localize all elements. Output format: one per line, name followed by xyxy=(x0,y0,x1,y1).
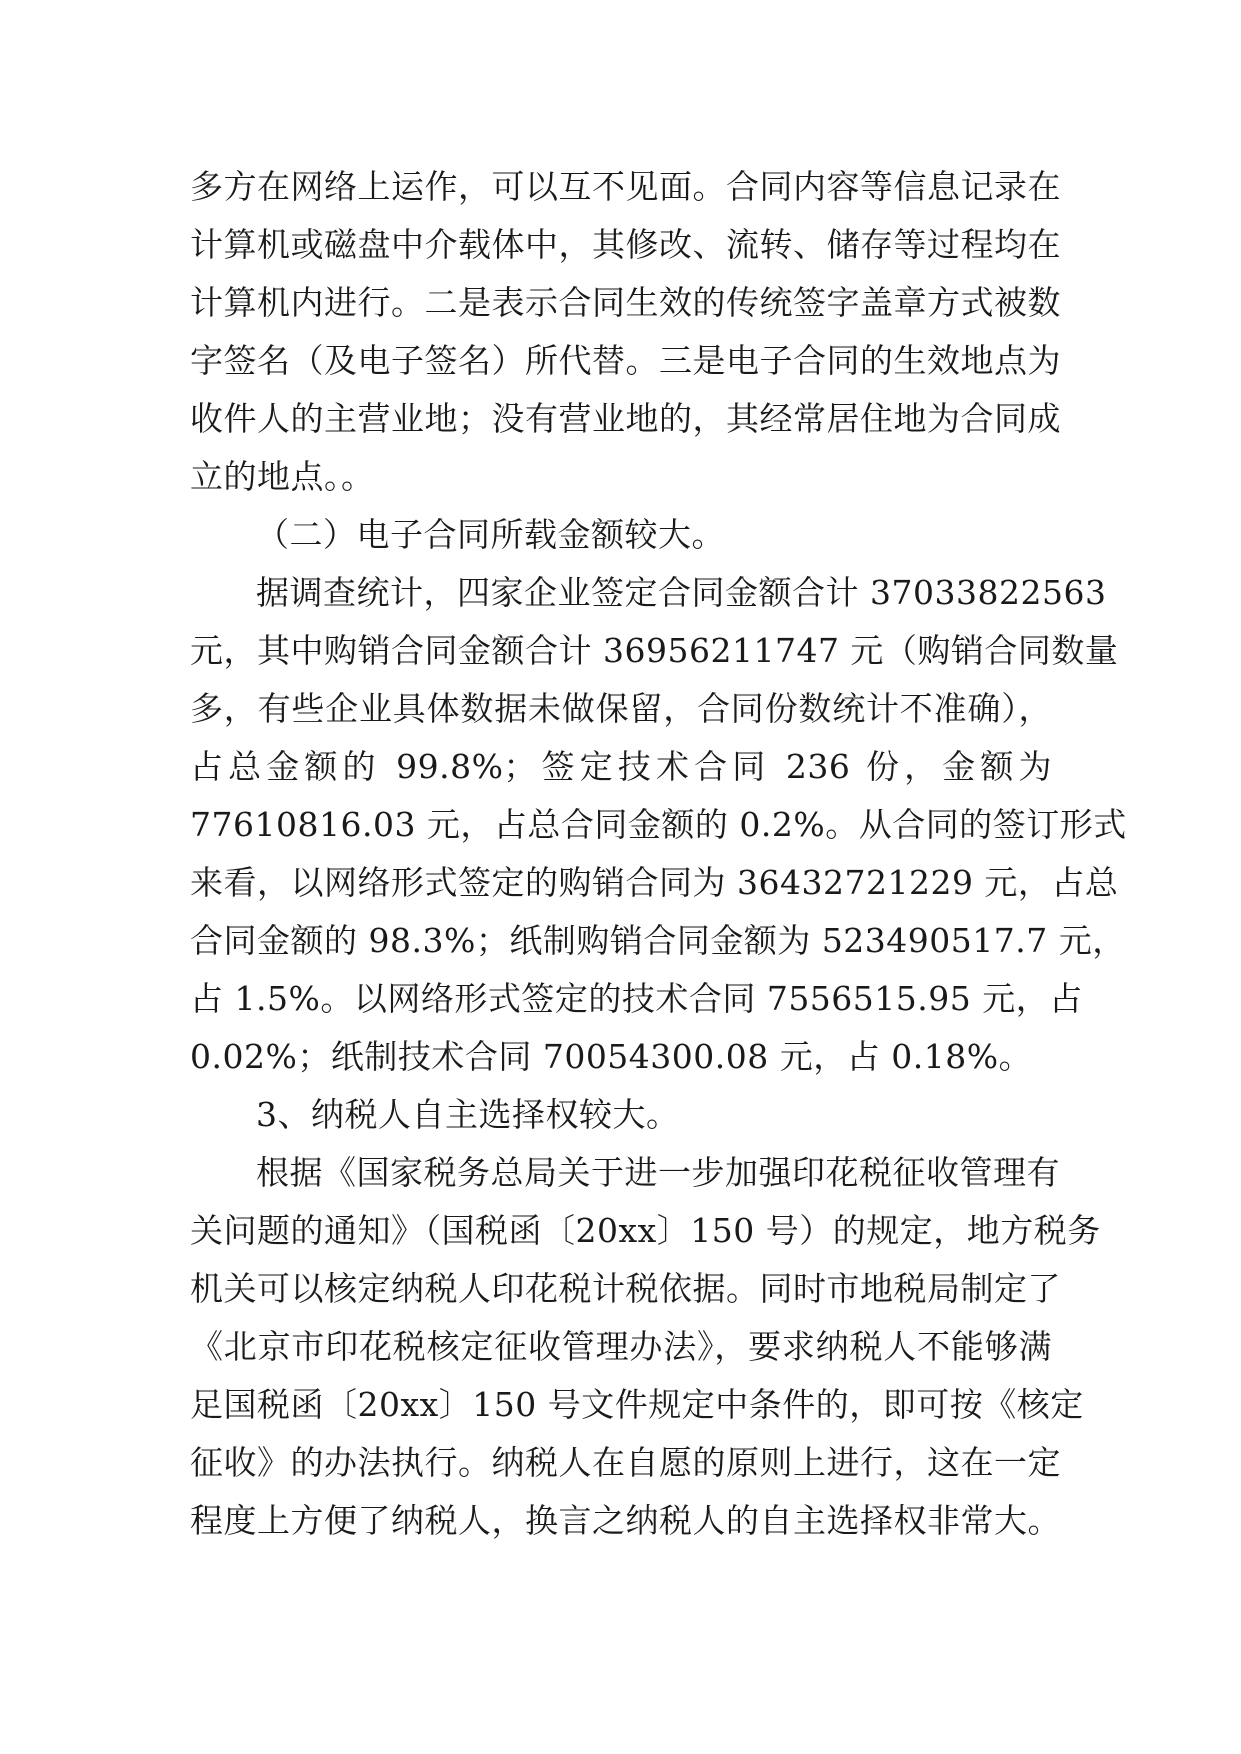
text-line: 多方在网络上运作，可以互不见面。合同内容等信息记录在 xyxy=(190,167,1061,206)
text-line: 占总金额的 99.8%；签定技术合同 236 份，金额为 xyxy=(190,747,1052,786)
text-line: 字签名（及电子签名）所代替。三是电子合同的生效地点为 xyxy=(190,341,1061,380)
text-line: 征收》的办法执行。纳税人在自愿的原则上进行，这在一定 xyxy=(190,1443,1061,1482)
text-line: 77610816.03 元，占总合同金额的 0.2%。从合同的签订形式 xyxy=(190,805,1127,844)
text-line: 计算机或磁盘中介载体中，其修改、流转、储存等过程均在 xyxy=(190,225,1061,264)
text-line: 收件人的主营业地；没有营业地的，其经常居住地为合同成 xyxy=(190,399,1061,438)
text-line: 《北京市印花税核定征收管理办法》，要求纳税人不能够满 xyxy=(190,1327,1052,1366)
text-line: 占 1.5%。以网络形式签定的技术合同 7556515.95 元，占 xyxy=(190,979,1083,1018)
text-line: 来看，以网络形式签定的购销合同为 36432721229 元，占总 xyxy=(190,863,1119,902)
text-line: 根据《国家税务总局关于进一步加强印花税征收管理有 xyxy=(256,1153,1060,1192)
text-line: 程度上方便了纳税人，换言之纳税人的自主选择权非常大。 xyxy=(190,1501,1061,1540)
text-line: 计算机内进行。二是表示合同生效的传统签字盖章方式被数 xyxy=(190,283,1061,322)
text-line: 合同金额的 98.3%；纸制购销合同金额为 523490517.7 元， xyxy=(190,921,1126,960)
text-line: 据调查统计，四家企业签定合同金额合计 37033822563 xyxy=(256,573,1107,612)
document-body xyxy=(190,158,1127,1550)
text-line: 立的地点。。 xyxy=(190,457,375,496)
text-line: 0.02%；纸制技术合同 70054300.08 元，占 0.18%。 xyxy=(190,1037,1033,1076)
section-heading: （二）电子合同所载金额较大。 xyxy=(256,515,725,554)
text-line: 元，其中购销合同金额合计 36956211747 元（购销合同数量 xyxy=(190,631,1119,670)
text-line: 足国税函〔20xx〕150 号文件规定中条件的，即可按《核定 xyxy=(190,1385,1084,1424)
section-heading: 3、纳税人自主选择权较大。 xyxy=(256,1095,680,1134)
text-line: 多，有些企业具体数据未做保留，合同份数统计不准确）， xyxy=(190,689,1052,728)
text-line: 关问题的通知》（国税函〔20xx〕150 号）的规定，地方税务 xyxy=(190,1211,1101,1250)
text-line: 机关可以核定纳税人印花税计税依据。同时市地税局制定了 xyxy=(190,1269,1061,1308)
